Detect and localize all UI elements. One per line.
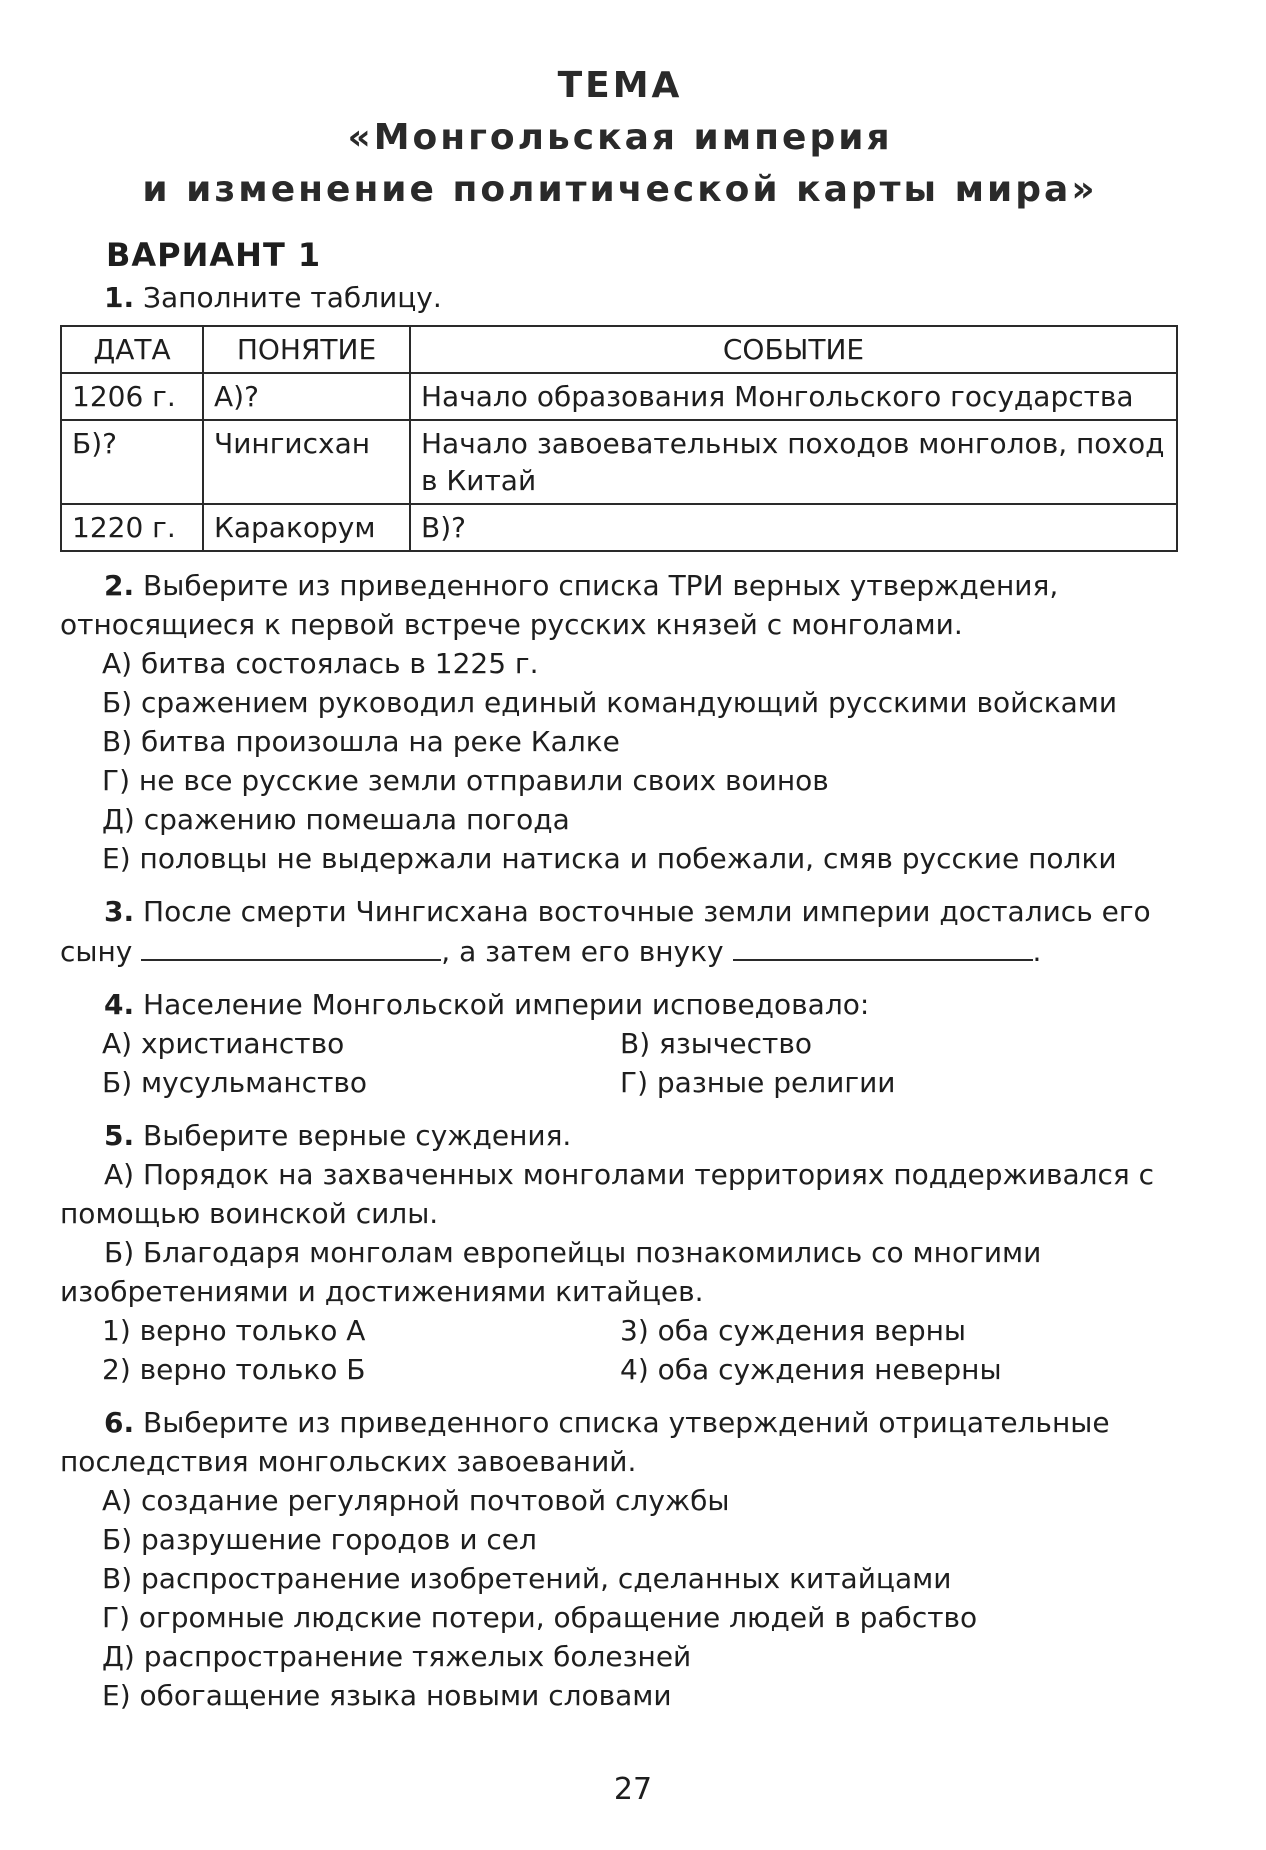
answer-option: А) создание регулярной почтовой службы: [102, 1484, 730, 1517]
answer-option: В) распространение изобретений, сделанных китайцами: [102, 1562, 952, 1595]
table-header-cell: ДАТА: [61, 326, 203, 373]
table-cell: 1220 г.: [61, 504, 203, 551]
table-header-cell: ПОНЯТИЕ: [203, 326, 410, 373]
answer-option: Д) распространение тяжелых болезней: [102, 1640, 692, 1673]
statement-b: Б) Благодаря монголам европейцы познакомились со многими изобретениями и достижениями китайцев.: [60, 1236, 1042, 1308]
question-text: Заполните таблицу.: [143, 281, 442, 314]
answer-option: 2) верно только Б: [102, 1353, 366, 1386]
question-3: [60, 892, 1180, 931]
page-number: 27: [613, 1772, 653, 1807]
table-row: [61, 420, 1177, 504]
topic-title-line-1: «Монгольская империя: [347, 117, 893, 158]
table-cell: Каракорум: [203, 504, 410, 551]
answer-option: Б) разрушение городов и сел: [102, 1523, 537, 1556]
answer-option: Д) сражению помешала погода: [102, 803, 570, 836]
topic-title-line-2: и изменение политической карты мира»: [142, 169, 1098, 210]
table-header-row: [61, 326, 1177, 373]
table-cell: В)?: [410, 504, 1177, 551]
question-text: Выберите из приведенного списка ТРИ верных утверждения, относящиеся к первой встрече русских князей с монголами.: [60, 569, 1059, 641]
question-number: 2.: [104, 569, 135, 602]
question-6: [60, 1403, 1180, 1481]
question-text: Выберите из приведенного списка утверждений отрицательные последствия монгольских завоеваний.: [60, 1406, 1110, 1478]
options-row: [60, 1311, 1180, 1350]
question-number: 1.: [104, 281, 135, 314]
answer-option: 1) верно только А: [102, 1314, 366, 1347]
answer-option: Г) не все русские земли отправили своих воинов: [102, 764, 829, 797]
answer-option: Б) мусульманство: [102, 1066, 368, 1099]
options-row: [60, 1024, 1180, 1063]
worksheet-page: [60, 60, 1180, 1715]
answer-option: Б) сражением руководил единый командующий русскими войсками: [102, 686, 1118, 719]
table-cell: 1206 г.: [61, 373, 203, 420]
table-row: [61, 504, 1177, 551]
answer-option: Е) половцы не выдержали натиска и побежали, смяв русские полки: [102, 842, 1117, 875]
question-5: [60, 1116, 1180, 1155]
table-cell: Чингисхан: [203, 420, 410, 504]
question-number: 5.: [104, 1119, 135, 1152]
answer-blank-son[interactable]: [141, 931, 441, 961]
table-header-cell: СОБЫТИЕ: [410, 326, 1177, 373]
topic-label: ТЕМА: [557, 65, 683, 106]
question-number: 3.: [104, 895, 135, 928]
answer-option: В) битва произошла на реке Калке: [102, 725, 620, 758]
answer-option: Е) обогащение языка новыми словами: [102, 1679, 672, 1712]
question-3-continuation: [60, 931, 1180, 971]
answer-option: А) битва состоялась в 1225 г.: [102, 647, 539, 680]
options-row: [60, 1063, 1180, 1102]
question-2: [60, 566, 1180, 644]
question-number: 4.: [104, 988, 135, 1021]
table-row: [61, 373, 1177, 420]
table-cell: Б)?: [61, 420, 203, 504]
answer-option: В) язычество: [620, 1027, 812, 1060]
question-text: Население Монгольской империи исповедовало:: [143, 988, 870, 1021]
answer-option: 4) оба суждения неверны: [620, 1353, 1002, 1386]
fill-table: [60, 325, 1178, 552]
answer-option: А) христианство: [102, 1027, 345, 1060]
answer-option: Г) разные религии: [620, 1066, 896, 1099]
question-text: .: [1032, 935, 1042, 968]
question-text: Выберите верные суждения.: [143, 1119, 572, 1152]
question-number: 6.: [104, 1406, 135, 1439]
question-text: После смерти Чингисхана восточные земли империи достались его: [143, 895, 1151, 928]
question-text: , а затем его внуку: [441, 935, 724, 968]
table-cell: А)?: [203, 373, 410, 420]
table-cell: Начало завоевательных походов монголов, поход в Китай: [410, 420, 1177, 504]
statement-a: А) Порядок на захваченных монголами территориях поддерживался с помощью воинской силы.: [60, 1158, 1155, 1230]
question-4: [60, 985, 1180, 1024]
question-text: сыну: [60, 935, 133, 968]
variant-heading: ВАРИАНТ 1: [106, 236, 322, 274]
question-1: [60, 278, 1180, 317]
options-row: [60, 1350, 1180, 1389]
answer-blank-grandson[interactable]: [733, 931, 1033, 961]
table-cell: Начало образования Монгольского государства: [410, 373, 1177, 420]
answer-option: 3) оба суждения верны: [620, 1314, 967, 1347]
answer-option: Г) огромные людские потери, обращение людей в рабство: [102, 1601, 978, 1634]
